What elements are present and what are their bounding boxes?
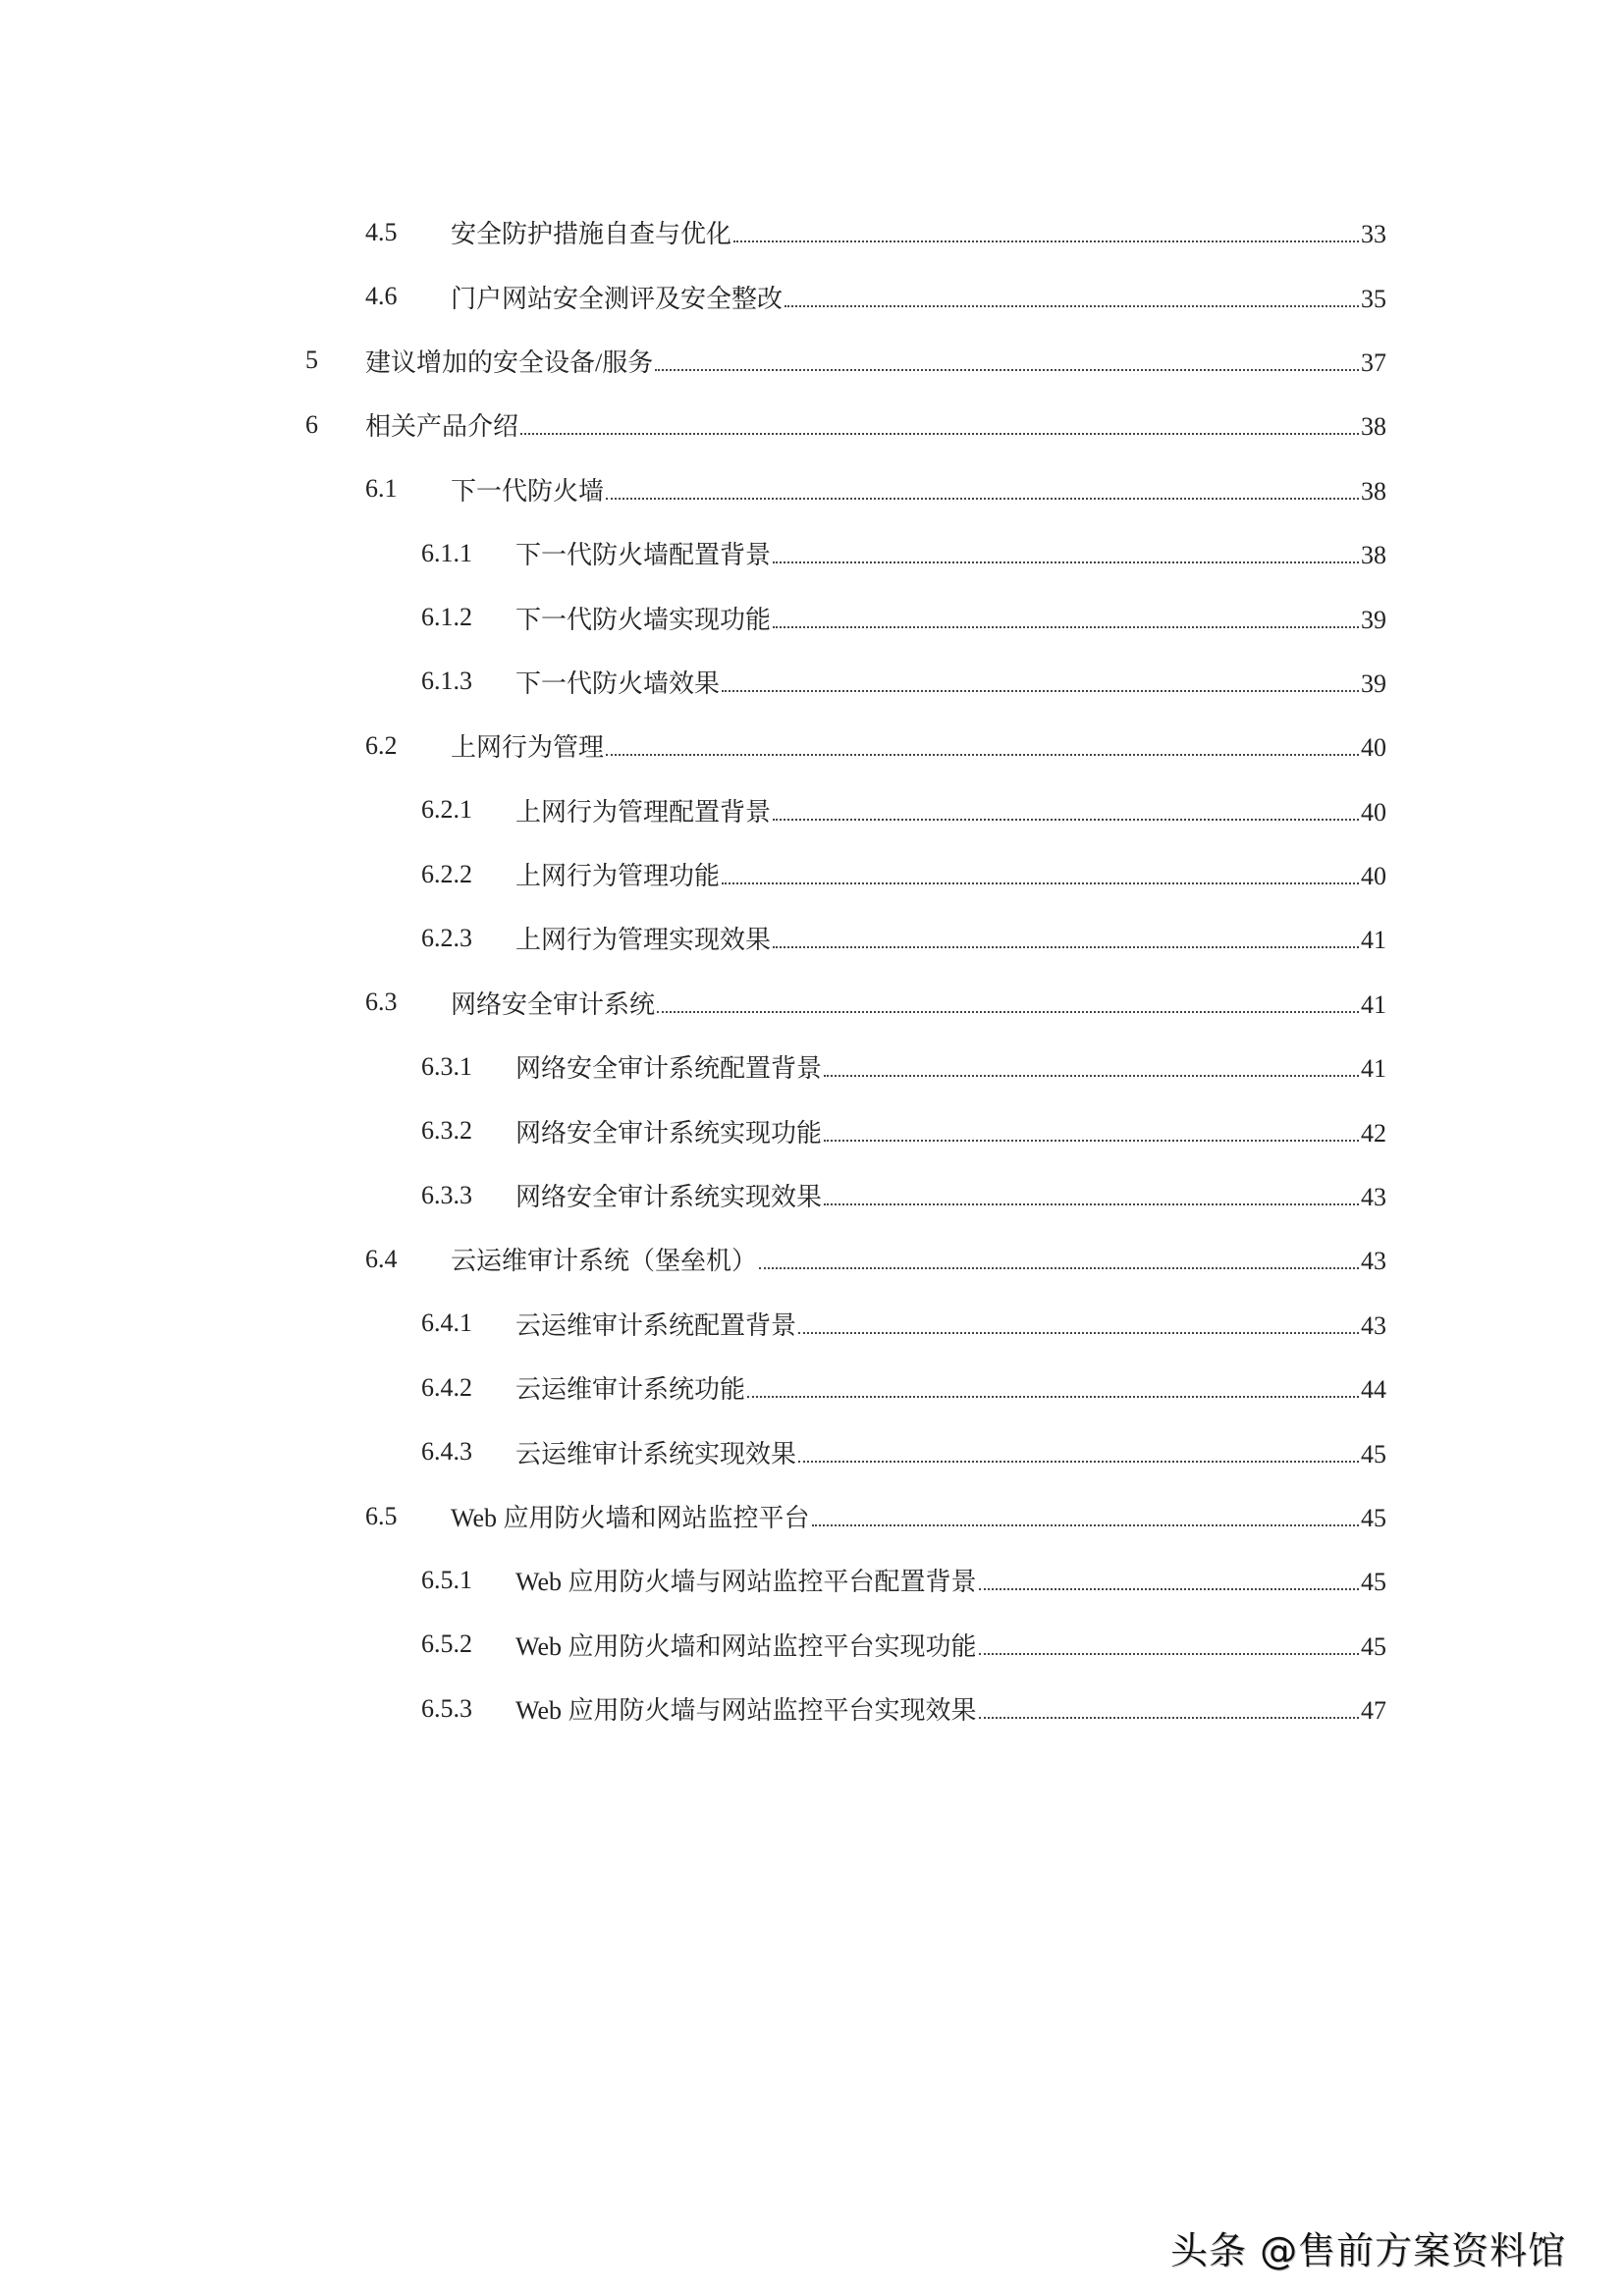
toc-entry-number: 6.2 <box>365 730 398 760</box>
toc-entry-page: 40 <box>1361 862 1386 891</box>
toc-entry[interactable] <box>0 778 1623 842</box>
toc-entry-title: 网络安全审计系统实现效果 <box>515 1183 823 1212</box>
toc-entry[interactable] <box>0 1548 1623 1612</box>
toc-entry-title: 网络安全审计系统 <box>451 989 656 1019</box>
dot-leader <box>655 369 1359 371</box>
toc-entry-title: Web 应用防火墙和网站监控平台实现功能 <box>515 1631 977 1661</box>
dot-leader <box>747 1396 1359 1398</box>
toc-entry-page: 43 <box>1361 1247 1386 1276</box>
toc-entry-page: 45 <box>1361 1504 1386 1532</box>
toc-entry-page: 41 <box>1361 989 1386 1019</box>
toc-entry-title: Web 应用防火墙与网站监控平台实现效果 <box>515 1696 977 1726</box>
toc-entry-title: 网络安全审计系统配置背景 <box>515 1054 823 1084</box>
dot-leader <box>759 1267 1359 1269</box>
toc-entry[interactable] <box>0 457 1623 521</box>
watermark: 头条 @售前方案资料馆 <box>1170 2229 1567 2272</box>
toc-entry-page: 41 <box>1361 926 1386 955</box>
toc-entry[interactable] <box>0 1677 1623 1740</box>
toc-entry-title: Web 应用防火墙和网站监控平台 <box>451 1504 810 1532</box>
toc-entry-title: 门户网站安全测评及安全整改 <box>451 284 784 313</box>
toc-entry-title: Web 应用防火墙与网站监控平台配置背景 <box>515 1568 977 1597</box>
toc-entry-page: 37 <box>1361 347 1386 377</box>
toc-entry-number: 4.6 <box>365 282 398 311</box>
toc-entry[interactable] <box>0 585 1623 649</box>
toc-entry[interactable] <box>0 264 1623 328</box>
toc-entry[interactable] <box>0 650 1623 714</box>
toc-entry-number: 6 <box>305 409 318 439</box>
toc-entry-number: 6.2.1 <box>421 795 472 825</box>
toc-entry-title: 上网行为管理功能 <box>515 862 721 891</box>
toc-entry-number: 6.2.2 <box>421 859 472 888</box>
toc-entry-page: 47 <box>1361 1696 1386 1726</box>
dot-leader <box>784 305 1359 307</box>
toc-entry[interactable] <box>0 971 1623 1035</box>
dot-leader <box>657 1011 1359 1013</box>
toc-entry-number: 6.5.3 <box>421 1693 472 1723</box>
dot-leader <box>722 882 1359 884</box>
dot-leader <box>606 498 1359 500</box>
toc-entry[interactable] <box>0 1484 1623 1548</box>
toc-entry[interactable] <box>0 906 1623 970</box>
dot-leader <box>798 1461 1359 1463</box>
toc-entry-number: 6.4.2 <box>421 1372 472 1402</box>
dot-leader <box>824 1140 1359 1142</box>
dot-leader <box>773 626 1359 628</box>
toc-entry[interactable] <box>0 1419 1623 1483</box>
toc-entry-number: 6.1 <box>365 474 398 504</box>
toc-entry-title: 安全防护措施自查与优化 <box>451 220 732 249</box>
toc-entry-page: 39 <box>1361 668 1386 698</box>
toc-entry-page: 40 <box>1361 733 1386 763</box>
dot-leader <box>979 1717 1360 1719</box>
toc-entry-number: 6.5 <box>365 1501 398 1530</box>
toc-entry-number: 6.3.2 <box>421 1116 472 1146</box>
toc-entry-page: 45 <box>1361 1568 1386 1597</box>
table-of-contents <box>0 200 1623 1740</box>
toc-entry[interactable] <box>0 1292 1623 1356</box>
toc-entry[interactable] <box>0 1613 1623 1677</box>
dot-leader <box>979 1588 1360 1590</box>
toc-entry-number: 6.1.2 <box>421 603 472 632</box>
toc-entry-number: 6.3.3 <box>421 1180 472 1209</box>
toc-entry-page: 38 <box>1361 412 1386 442</box>
dot-leader <box>812 1524 1360 1526</box>
toc-entry-number: 5 <box>305 346 318 375</box>
dot-leader <box>520 433 1359 435</box>
toc-entry-number: 6.5.2 <box>421 1629 472 1659</box>
toc-entry-title: 下一代防火墙 <box>451 476 605 506</box>
toc-entry[interactable] <box>0 842 1623 906</box>
toc-entry-page: 38 <box>1361 476 1386 506</box>
toc-entry-title: 上网行为管理 <box>451 733 605 763</box>
toc-entry-title: 上网行为管理实现效果 <box>515 926 772 955</box>
toc-entry-number: 6.4.1 <box>421 1308 472 1338</box>
toc-entry-title: 下一代防火墙实现功能 <box>515 605 772 634</box>
toc-entry-number: 6.2.3 <box>421 923 472 952</box>
toc-entry-title: 云运维审计系统实现效果 <box>515 1439 797 1468</box>
toc-entry-page: 41 <box>1361 1054 1386 1084</box>
toc-entry-title: 相关产品介绍 <box>365 412 519 442</box>
toc-entry-number: 6.1.3 <box>421 667 472 696</box>
toc-entry-title: 云运维审计系统配置背景 <box>515 1310 797 1340</box>
toc-entry[interactable] <box>0 200 1623 264</box>
toc-entry-page: 39 <box>1361 605 1386 634</box>
toc-entry-title: 上网行为管理配置背景 <box>515 797 772 827</box>
dot-leader <box>773 819 1359 821</box>
toc-entry[interactable] <box>0 1098 1623 1162</box>
toc-entry-title: 建议增加的安全设备/服务 <box>365 347 654 377</box>
toc-entry-page: 35 <box>1361 284 1386 313</box>
toc-entry-page: 43 <box>1361 1183 1386 1212</box>
toc-entry[interactable] <box>0 521 1623 585</box>
toc-entry[interactable] <box>0 1227 1623 1291</box>
toc-entry[interactable] <box>0 1035 1623 1098</box>
toc-entry-number: 4.5 <box>365 217 398 246</box>
toc-entry[interactable] <box>0 1163 1623 1227</box>
toc-entry-number: 6.3.1 <box>421 1051 472 1081</box>
dot-leader <box>773 946 1359 948</box>
toc-entry-page: 33 <box>1361 220 1386 249</box>
toc-entry-page: 45 <box>1361 1631 1386 1661</box>
dot-leader <box>798 1332 1359 1334</box>
toc-entry-title: 云运维审计系统功能 <box>515 1375 746 1405</box>
toc-entry-title: 下一代防火墙效果 <box>515 668 721 698</box>
toc-entry-page: 45 <box>1361 1439 1386 1468</box>
toc-entry-page: 38 <box>1361 541 1386 570</box>
toc-entry-title: 云运维审计系统（堡垒机） <box>451 1247 758 1276</box>
toc-entry[interactable] <box>0 1356 1623 1419</box>
dot-leader <box>606 754 1359 756</box>
toc-entry-number: 6.1.1 <box>421 538 472 567</box>
toc-entry-number: 6.4 <box>365 1244 398 1273</box>
toc-entry-number: 6.4.3 <box>421 1437 472 1467</box>
dot-leader <box>824 1203 1359 1205</box>
dot-leader <box>722 690 1359 692</box>
dot-leader <box>824 1075 1359 1077</box>
toc-entry-page: 42 <box>1361 1118 1386 1148</box>
toc-entry-page: 40 <box>1361 797 1386 827</box>
dot-leader <box>773 561 1359 563</box>
toc-entry-number: 6.3 <box>365 988 398 1017</box>
toc-entry-page: 43 <box>1361 1310 1386 1340</box>
dot-leader <box>733 240 1359 242</box>
toc-entry[interactable] <box>0 714 1623 777</box>
toc-entry[interactable] <box>0 393 1623 456</box>
dot-leader <box>979 1653 1360 1655</box>
toc-entry[interactable] <box>0 329 1623 393</box>
toc-entry-number: 6.5.1 <box>421 1565 472 1594</box>
toc-entry-title: 下一代防火墙配置背景 <box>515 541 772 570</box>
toc-entry-page: 44 <box>1361 1375 1386 1405</box>
toc-entry-title: 网络安全审计系统实现功能 <box>515 1118 823 1148</box>
